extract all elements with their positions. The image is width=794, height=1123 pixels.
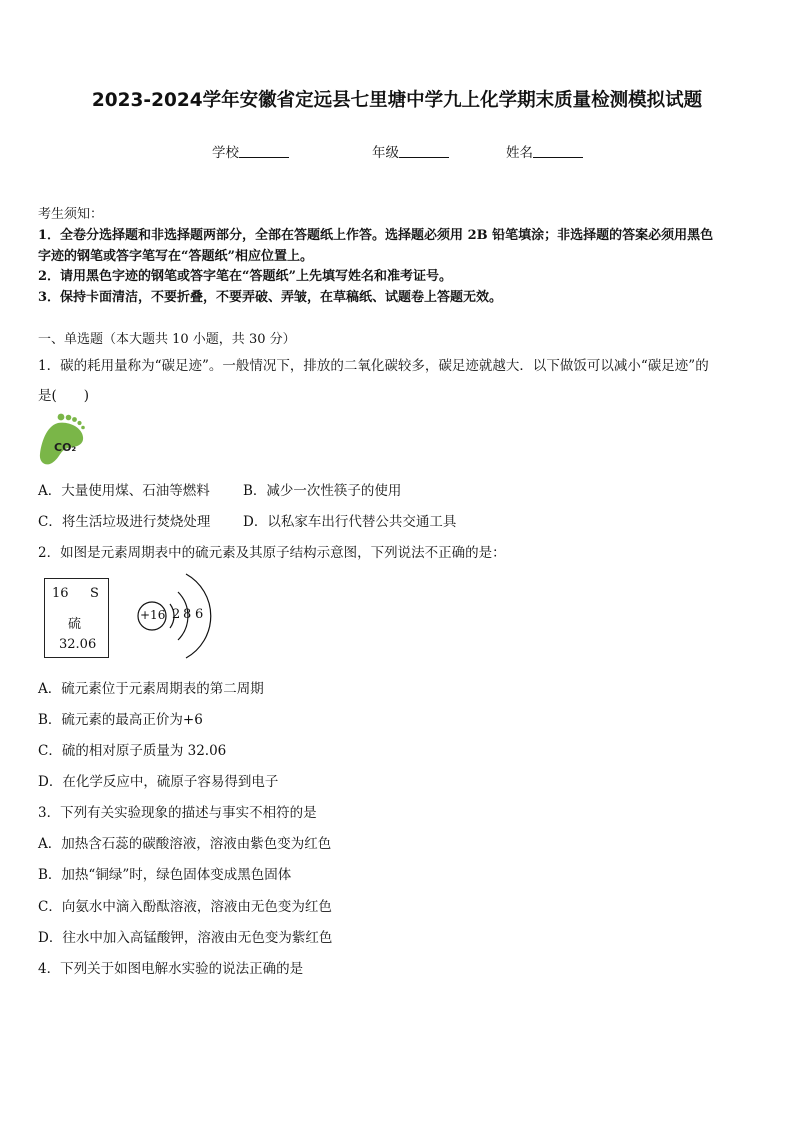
name-label: 姓名 <box>506 145 533 161</box>
carbon-footprint-icon <box>38 412 90 466</box>
q3-option-a: A．加热含石蕊的碳酸溶液，溶液由紫色变为红色 <box>38 836 332 852</box>
grade-field <box>372 141 449 161</box>
q2-stem: 2．如图是元素周期表中的硫元素及其原子结构示意图，下列说法不正确的是： <box>38 545 506 561</box>
q3-option-b: B．加热“铜绿”时，绿色固体变成黑色固体 <box>38 867 292 883</box>
q1-stem-line2: 是( ) <box>38 388 90 404</box>
name-blank <box>533 145 583 158</box>
toe-1 <box>58 414 65 421</box>
notice-line-1b: 字迹的钢笔或答字笔写在“答题纸”相应位置上。 <box>38 249 313 264</box>
atomic-mass: 32.06 <box>59 637 97 652</box>
q1-option-c: C．将生活垃圾进行焚烧处理 <box>38 514 211 530</box>
toe-4 <box>77 421 81 425</box>
q1-stem-line1: 1．碳的耗用量称为“碳足迹”。一般情况下，排放的二氧化碳较多，碳足迹就越大．以下做饭可以减小“碳足迹”的 <box>38 358 709 374</box>
footprint-graphic <box>38 412 90 466</box>
school-blank <box>239 145 289 158</box>
grade-label: 年级 <box>372 145 399 161</box>
element-symbol: S <box>90 586 99 601</box>
notice-heading: 考生须知： <box>38 207 104 222</box>
sulfur-element-card <box>44 578 109 658</box>
q4-stem: 4．下列关于如图电解水实验的说法正确的是 <box>38 961 304 977</box>
q1-option-d: D．以私家车出行代替公共交通工具 <box>243 514 457 530</box>
nucleus-charge: +16 <box>140 608 166 622</box>
q3-option-c: C．向氨水中滴入酚酞溶液，溶液由无色变为红色 <box>38 899 332 915</box>
q1-option-b: B．减少一次性筷子的使用 <box>243 483 402 499</box>
shell-2-electrons: 8 <box>183 607 192 622</box>
element-name: 硫 <box>68 617 82 632</box>
q1-option-a: A．大量使用煤、石油等燃料 <box>38 483 210 499</box>
shell-3-electrons: 6 <box>195 607 204 622</box>
shell-1-electrons: 2 <box>172 607 181 622</box>
q3-stem: 3．下列有关实验现象的描述与事实不相符的是 <box>38 805 317 821</box>
toe-5 <box>81 426 85 430</box>
q3-option-d: D．往水中加入高锰酸钾，溶液由无色变为紫红色 <box>38 930 333 946</box>
atomic-number: 16 <box>52 586 69 601</box>
sulfur-atom-diagram <box>134 570 224 662</box>
page-title: 2023-2024学年安徽省定远县七里塘中学九上化学期末质量检测模拟试题 <box>91 90 703 111</box>
section-heading: 一、单选题（本大题共 10 小题，共 30 分） <box>38 332 296 347</box>
notice-line-3: 3．保持卡面清洁，不要折叠，不要弄破、弄皱，在草稿纸、试题卷上答题无效。 <box>38 290 503 305</box>
q2-option-b: B．硫元素的最高正价为+6 <box>38 712 203 728</box>
notice-line-1a: 1．全卷分选择题和非选择题两部分，全部在答题纸上作答。选择题必须用 2B 铅笔填涂；非选择题的答案必须用黑色 <box>38 228 714 243</box>
toe-3 <box>72 417 77 422</box>
q2-option-a: A．硫元素位于元素周期表的第二周期 <box>38 681 264 697</box>
grade-blank <box>399 145 449 158</box>
name-field <box>506 141 583 161</box>
q2-option-d: D．在化学反应中，硫原子容易得到电子 <box>38 774 279 790</box>
q2-option-c: C．硫的相对原子质量为 32.06 <box>38 743 227 759</box>
school-label: 学校 <box>212 145 239 161</box>
notice-line-2: 2．请用黑色字迹的钢笔或答字笔在“答题纸”上先填写姓名和准考证号。 <box>38 269 453 284</box>
toe-2 <box>66 415 72 421</box>
logo-co2-label: CO₂ <box>54 441 77 454</box>
school-field <box>212 141 289 161</box>
